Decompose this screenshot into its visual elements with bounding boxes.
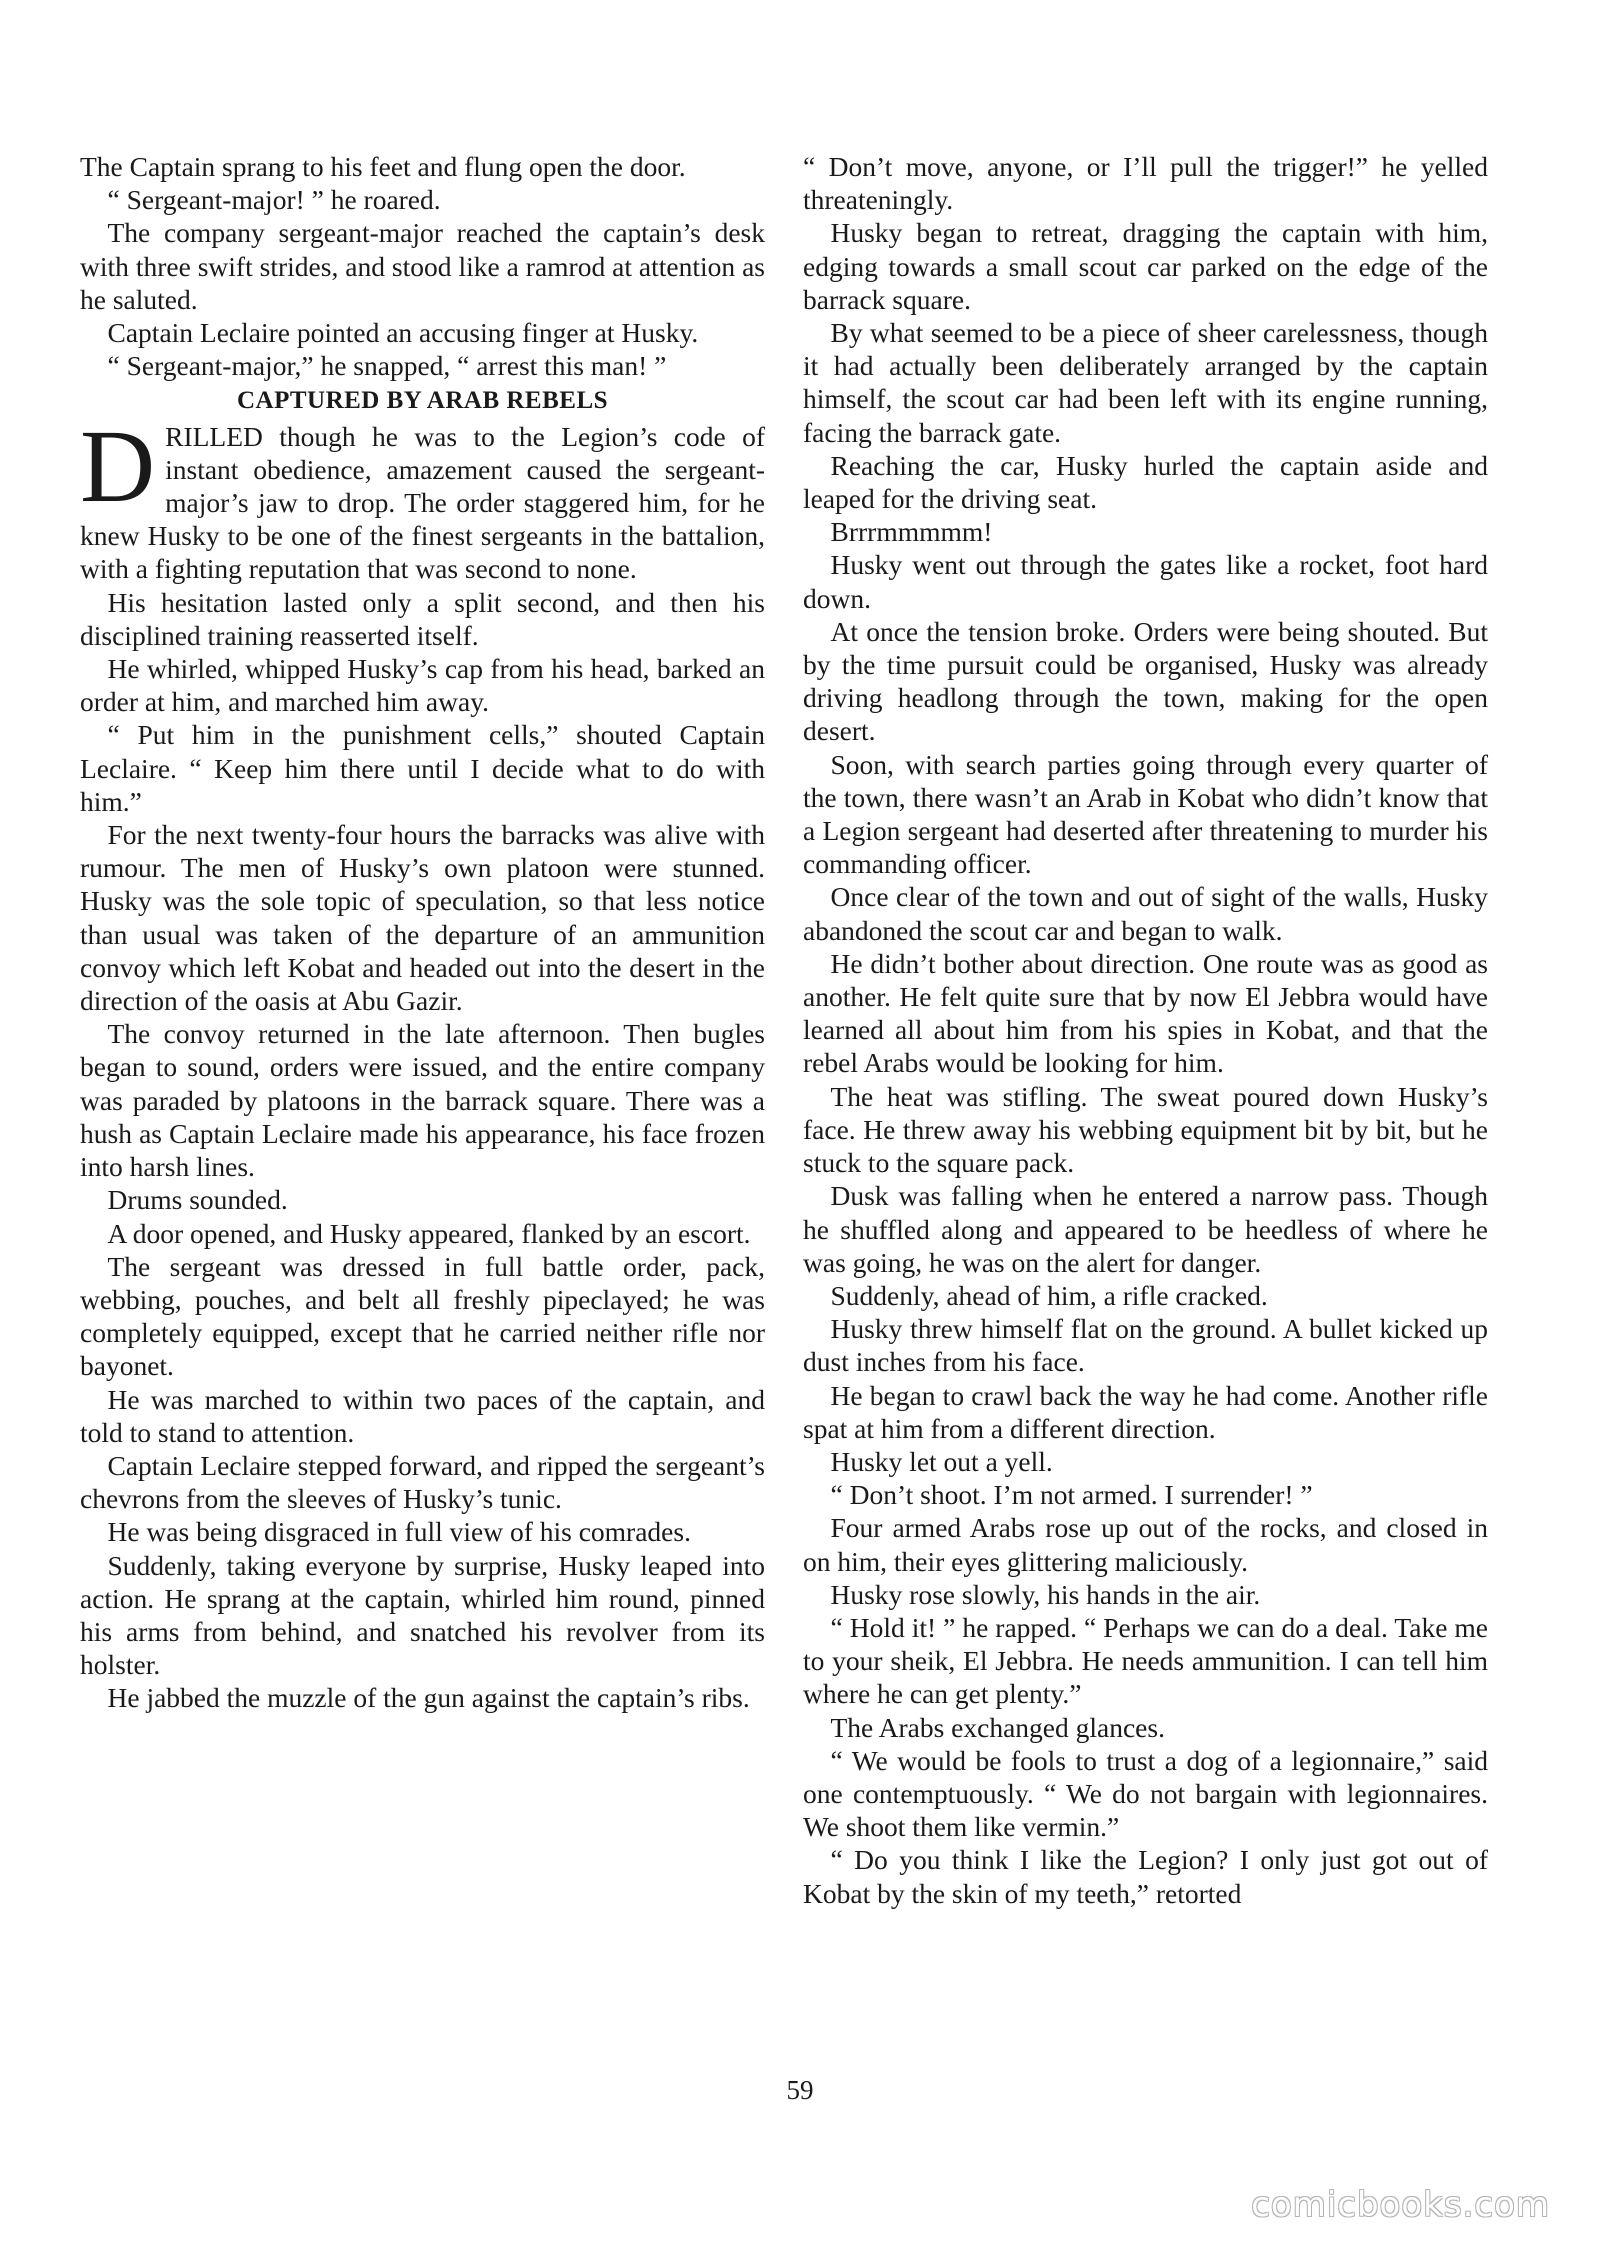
paragraph: He was marched to within two paces of the captain, and told to stand to attention. [80, 1383, 765, 1448]
paragraph: For the next twenty-four hours the barracks was alive with rumour. The men of Husky’s own platoon were stunned. Husky was the sole topic of speculation, so that less notice than usual was taken of the departure of an ammunition convoy which left Kobat and headed out into the desert in the direction of the oasis at Abu Gazir. [80, 819, 765, 1017]
paragraph: “ Do you think I like the Legion? I only just got out of Kobat by the skin of my teeth,” retorted [803, 1844, 1488, 1909]
paragraph: Soon, with search parties going through every quarter of the town, there wasn’t an Arab in Kobat who didn’t know that a Legion sergeant had deserted after threatening to murder his commanding officer. [803, 748, 1488, 880]
page-number: 59 [786, 2075, 814, 2105]
paragraph-with-drop-cap [80, 408, 765, 586]
paragraph: Suddenly, ahead of him, a rifle cracked. [830, 1279, 1268, 1311]
paragraph: He jabbed the muzzle of the gun against the captain’s ribs. [107, 1682, 750, 1714]
paragraph: “ Put him in the punishment cells,” shouted Captain Leclaire. “ Keep him there until I decide what to do with him.” [80, 719, 765, 817]
paragraph: Captain Leclaire pointed an accusing finger at Husky. [107, 317, 699, 349]
watermark: comicbooks.com [1251, 2185, 1550, 2225]
paragraph: Brrrmmmmm! [830, 516, 993, 548]
paragraph: Husky began to retreat, dragging the captain with him, edging towards a small scout car parked on the edge of the barrack square. [803, 217, 1488, 315]
paragraph: His hesitation lasted only a split second, and then his disciplined training reasserted itself. [80, 586, 765, 651]
paragraph: Drums sounded. [107, 1184, 288, 1216]
paragraph: Husky let out a yell. [830, 1445, 1053, 1477]
paragraph: “ Sergeant-major,” he snapped, “ arrest this man! ” [107, 350, 667, 382]
paragraph: “ Hold it! ” he rapped. “ Perhaps we can do a deal. Take me to your sheik, El Jebbra. He needs ammunition. I can tell him where he can get plenty.” [803, 1611, 1488, 1710]
paragraph: Husky went out through the gates like a rocket, foot hard down. [803, 549, 1488, 614]
right-column [803, 150, 1488, 1910]
paragraph: Husky rose slowly, his hands in the air. [830, 1578, 1261, 1610]
paragraph: “ We would be fools to trust a dog of a legionnaire,” said one contemptuously. “ We do not bargain with legionnaires. We shoot them like vermin.” [803, 1744, 1488, 1843]
paragraph: “ Don’t move, anyone, or I’ll pull the trigger!” he yelled threateningly. [803, 151, 1488, 216]
paragraph: He was being disgraced in full view of his comrades. [107, 1516, 691, 1548]
paragraph: The sergeant was dressed in full battle order, pack, webbing, pouches, and belt all freshly pipeclayed; he was completely equipped, except that he carried neither rifle nor bayonet. [80, 1250, 765, 1382]
paragraph: He whirled, whipped Husky’s cap from his head, barked an order at him, and marched him away. [80, 653, 765, 718]
left-column [80, 150, 765, 1715]
paragraph: “ Sergeant-major! ” he roared. [107, 184, 441, 216]
paragraph: He didn’t bother about direction. One route was as good as another. He felt quite sure that by now El Jebbra would have learned all about him from his spies in Kobat, and that the rebel Arabs would be looking for him. [803, 947, 1488, 1079]
paragraph: Suddenly, taking everyone by surprise, Husky leaped into action. He sprang at the captain, whirled him round, pinned his arms from behind, and snatched his revolver from its holster. [80, 1549, 765, 1681]
paragraph: Once clear of the town and out of sight of the walls, Husky abandoned the scout car and began to walk. [803, 881, 1488, 946]
paragraph: “ Don’t shoot. I’m not armed. I surrender! ” [830, 1479, 1313, 1511]
paragraph: The Captain sprang to his feet and flung open the door. [80, 151, 686, 182]
paragraph: The convoy returned in the late afternoon. Then bugles began to sound, orders were issued, and the entire company was paraded by platoons in the barrack square. There was a hush as Captain Leclaire made his appearance, his face frozen into harsh lines. [80, 1018, 765, 1183]
paragraph: The company sergeant-major reached the captain’s desk with three swift strides, and stood like a ramrod at attention as he saluted. [80, 217, 765, 315]
paragraph: The Arabs exchanged glances. [830, 1711, 1165, 1743]
paragraph: At once the tension broke. Orders were being shouted. But by the time pursuit could be organised, Husky was already driving headlong through the town, making for the open desert. [803, 615, 1488, 747]
paragraph: Dusk was falling when he entered a narrow pass. Though he shuffled along and appeared to be heedless of where he was going, he was on the alert for danger. [803, 1180, 1488, 1278]
drop-cap-letter: D [80, 408, 156, 524]
paragraph-text: RILLED though he was to the Legion’s code of instant obedience, amazement caused the sergeant-major’s jaw to drop. The order staggered him, for he knew Husky to be one of the finest sergeants in the battalion, with a fighting reputation that was second to none. [80, 420, 765, 585]
paragraph: By what seemed to be a piece of sheer carelessness, though it had actually been deliberately arranged by the captain himself, the scout car had been left with its engine running, facing the barrack gate. [803, 317, 1488, 448]
paragraph: Captain Leclaire stepped forward, and ripped the sergeant’s chevrons from the sleeves of Husky’s tunic. [80, 1449, 765, 1515]
paragraph: Four armed Arabs rose up out of the rocks, and closed in on him, their eyes glittering maliciously. [803, 1512, 1488, 1577]
paragraph: He began to crawl back the way he had come. Another rifle spat at him from a different direction. [803, 1379, 1488, 1444]
paragraph: Husky threw himself flat on the ground. A bullet kicked up dust inches from his face. [803, 1313, 1488, 1378]
section-heading: CAPTURED BY ARAB REBELS [236, 387, 609, 415]
paragraph: The heat was stifling. The sweat poured down Husky’s face. He threw away his webbing equipment bit by bit, but he stuck to the square pack. [803, 1080, 1488, 1179]
paragraph: Reaching the car, Husky hurled the captain aside and leaped for the driving seat. [803, 449, 1488, 515]
paragraph: A door opened, and Husky appeared, flanked by an escort. [107, 1217, 751, 1249]
